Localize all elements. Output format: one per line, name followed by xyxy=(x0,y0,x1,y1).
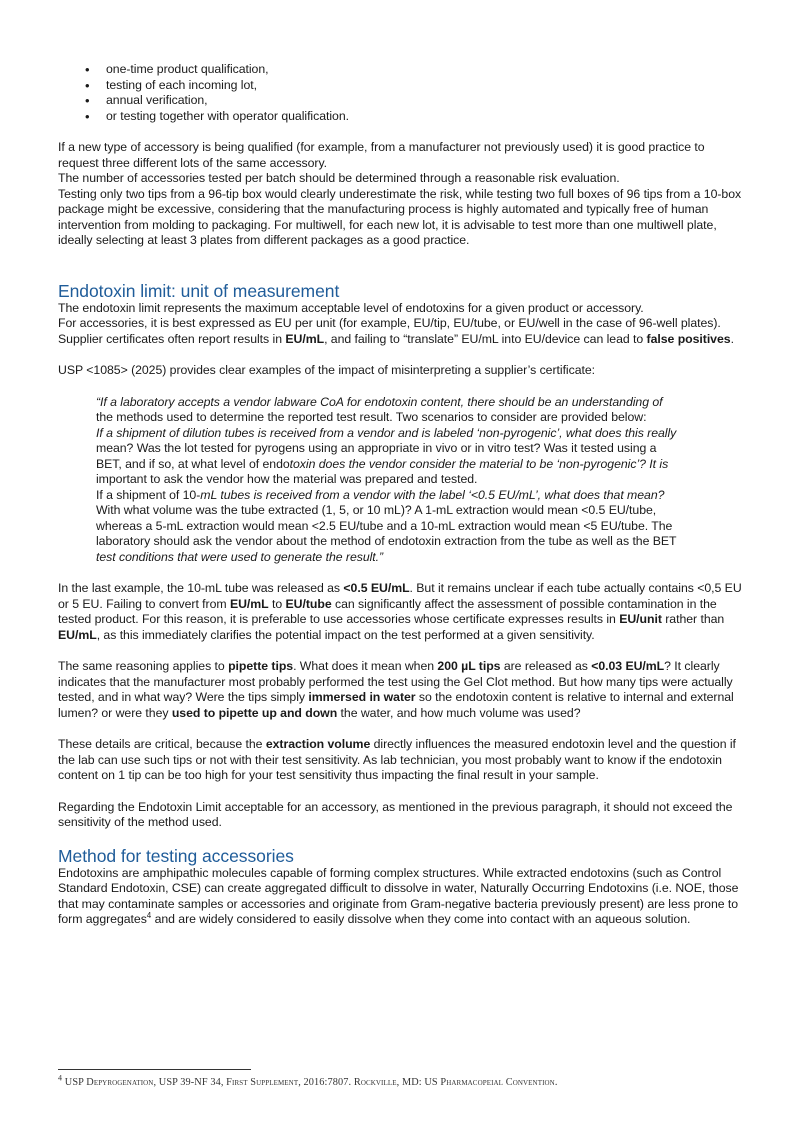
footnote-text: USP Depyrogenation, USP 39-NF 34, First Supplement, 2016:7807. Rockville, MD: US Pharmacopeial Convention. xyxy=(64,1077,558,1088)
paragraph: These details are critical, because the extraction volume directly influences the measured endotoxin level and the question if the lab can use such tips or not with their test sensitivity. As lab technician, you most probably want to know if the endotoxin content on 1 tip can be too high for your test sensitivity thus impacting the final result in your sample. xyxy=(58,737,736,782)
usp-quote: “If a laboratory accepts a vendor labware CoA for endotoxin content, there should be an understanding of the methods used to determine the reported test result. Two scenarios to consider are provided below: If a shipment of dilution tubes is received from a vendor and is labeled ‘non-pyrogenic’, what does this really mean? Was the lot tested for pyrogens using an appropriate in vivo or in vitro test? Was it tested using a BET, and if so, at what level of endotoxin does the vendor consider the material to be ‘non-pyrogenic’? It is important to ask the vendor how the material was prepared and tested. If a shipment of 10-mL tubes is received from a vendor with the label ‘<0.5 EU/mL’, what does that mean? With what volume was the tube extracted (1, 5, or 10 mL)? A 1-mL extraction would mean <0.5 EU/tube, whereas a 5-mL extraction would mean <2.5 EU/tube and a 10-mL extraction would mean <5 EU/tube. The laboratory should ask the vendor about the method of endotoxin extraction from the tube as well as the BET test conditions that were used to generate the result.” xyxy=(96,394,677,564)
footnote xyxy=(58,1073,758,1089)
paragraph: The endotoxin limit represents the maximum acceptable level of endotoxins for a given product or accessory. xyxy=(58,300,644,315)
section-heading: Method for testing accessories xyxy=(58,845,294,866)
paragraph: Testing only two tips from a 96-tip box would clearly underestimate the risk, while testing two full boxes of 96 tips from a 10-box package might be excessive, considering that the manufacturing process is highly automated and typically free of human intervention from molding to packaging. For multiwell, for each new lot, it is advisable to test more than one multiwell plate, ideally selecting at least 3 plates from different packages as a good practice. xyxy=(58,186,742,247)
paragraph: If a new type of accessory is being qualified (for example, from a manufacturer not previously used) it is good practice to request three different lots of the same accessory. xyxy=(58,140,705,170)
paragraph: The same reasoning applies to pipette tips. What does it mean when 200 µL tips are released as <0.03 EU/mL? It clearly indicates that the manufacturer most probably performed the test using the Gel Clot method. But how many tips were actually tested, and in what way? Were the tips simply immersed in water so the endotoxin content is relative to internal and external lumen? or were they used to pipette up and down the water, and how much volume was used? xyxy=(58,659,734,720)
footnote-number: 4 xyxy=(58,1073,63,1083)
paragraph: Regarding the Endotoxin Limit acceptable for an accessory, as mentioned in the previous paragraph, it should not exceed the sensitivity of the method used. xyxy=(58,799,733,829)
paragraph: USP <1085> (2025) provides clear examples of the impact of misinterpreting a supplier’s certificate: xyxy=(58,363,596,377)
section-heading: Endotoxin limit: unit of measurement xyxy=(58,280,340,301)
paragraph: Supplier certificates often report results in EU/mL, and failing to “translate” EU/mL into EU/device can lead to false positives. xyxy=(58,331,734,346)
qualification-list xyxy=(58,62,742,124)
paragraph: Endotoxins are amphipathic molecules capable of forming complex structures. While extracted endotoxins (such as Control Standard Endotoxin, CSE) can create aggregated difficult to dissolve in water, Naturally Occurring Endotoxins (i.e. NOE, those that may contaminate samples or accessories and originate from Gram-negative bacteria previously present) are less prone to form aggregates$^4$ and are widely considered to easily dissolve when they come into contact with an aqueous solution. xyxy=(58,865,739,926)
list-item: • or testing together with operator qualification. xyxy=(106,109,742,125)
list-item: • annual verification, xyxy=(106,93,742,109)
footnote-reference: 4 xyxy=(146,910,152,920)
list-item: • testing of each incoming lot, xyxy=(106,78,742,94)
paragraph: In the last example, the 10-mL tube was released as <0.5 EU/mL. But it remains unclear if each tube actually contains <0,5 EU or 5 EU. Failing to convert from EU/mL to EU/tube can significantly affect the assessment of possible contamination in the tested product. For this reason, it is preferable to use accessories whose certificate expresses results in EU/unit rather than EU/mL, as this immediately clarifies the potential impact on the test performed at a given sensitivity. xyxy=(58,581,742,642)
paragraph: For accessories, it is best expressed as EU per unit (for example, EU/tip, EU/tube, or EU/well in the case of 96-well plates). xyxy=(58,316,721,330)
paragraph: The number of accessories tested per batch should be determined through a reasonable risk evaluation. xyxy=(58,171,620,185)
footnote-divider xyxy=(58,1069,251,1070)
list-item: • one-time product qualification, xyxy=(106,62,742,78)
